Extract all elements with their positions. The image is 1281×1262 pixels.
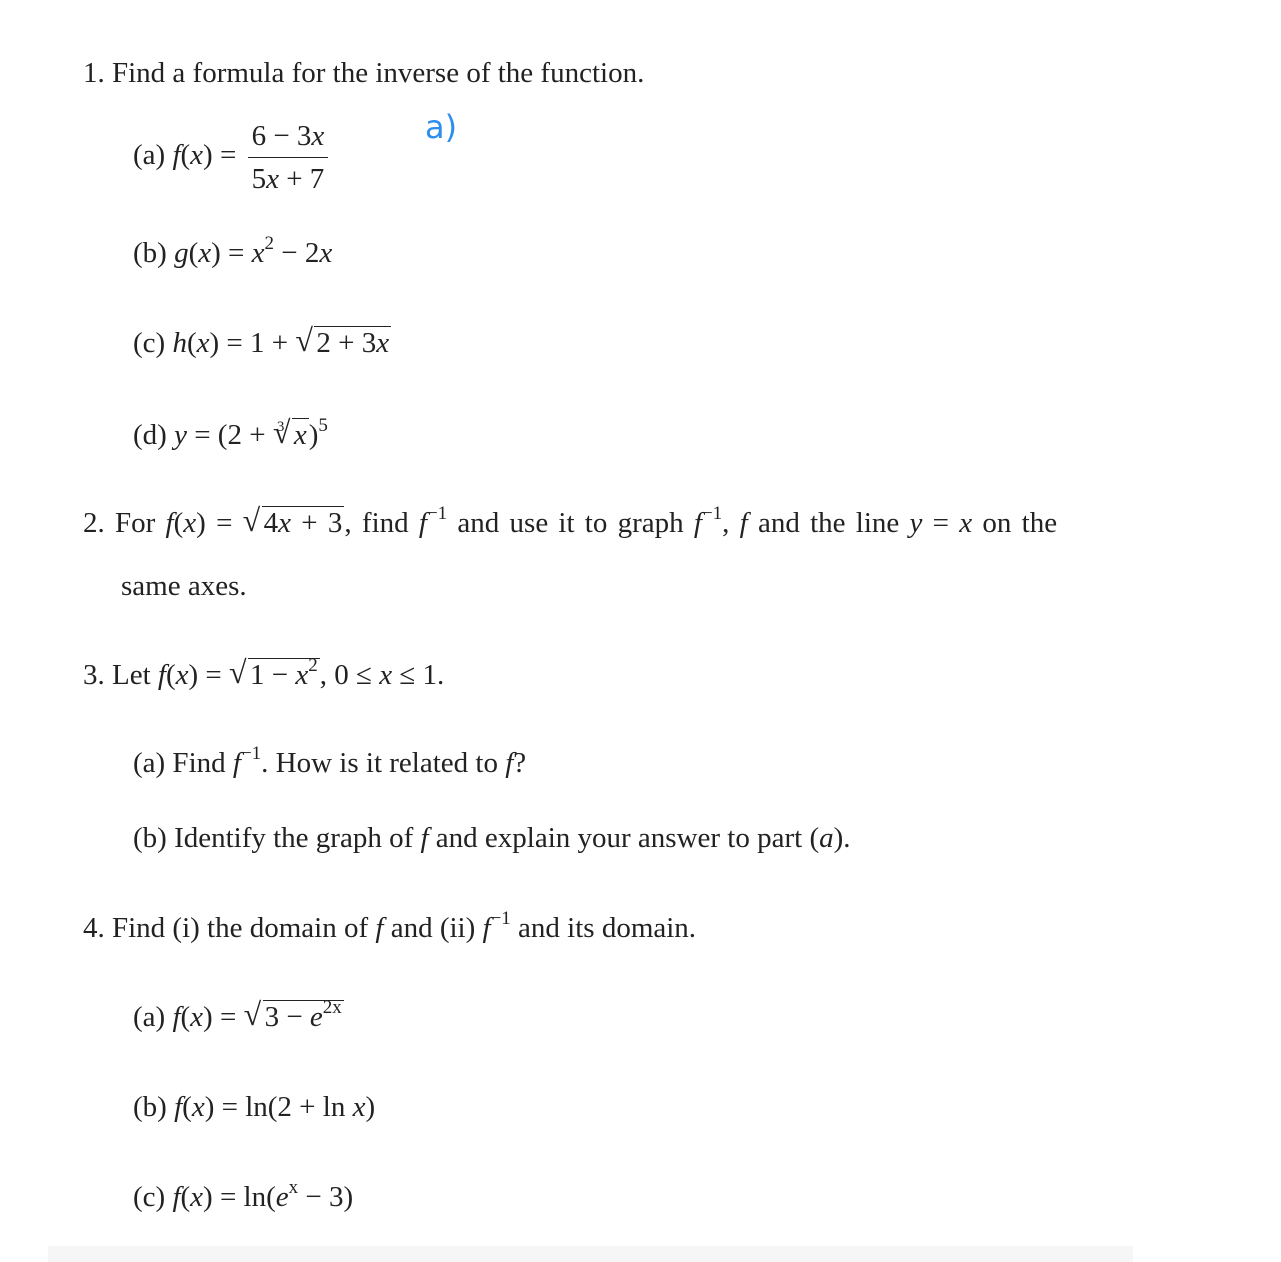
text-run: and the line [747,507,910,539]
problem-line-q3a [133,743,527,780]
problem-line-q2cont [121,569,247,603]
text-run: ( [182,1091,192,1123]
text-run: = (2 + [186,419,273,451]
superscript: 2x [322,997,342,1018]
text-run: ) [365,1091,376,1123]
problem-line-q4c [133,1177,354,1214]
text-run: − 3) [298,1181,354,1213]
text-run: (c) [133,327,173,359]
math-variable: x [379,659,393,691]
text-run: 4 [263,507,279,539]
math-variable: x [191,1091,205,1123]
text-run: (a) [133,139,173,172]
superscript: −1 [701,503,723,524]
text-run: (c) [133,1181,173,1213]
problem-line-q1d [133,415,328,452]
text-run: , find [344,507,419,539]
text-run: ) = [203,1001,244,1033]
text-run: ) = ln( [203,1181,276,1213]
handwritten-annotation: a) [425,108,458,146]
problem-line-q1b [133,233,333,270]
text-run: 1. Find a formula for the inverse of the function. [83,57,645,89]
math-variable: x [190,1001,204,1033]
text-run: 1 − [250,659,296,691]
radical [229,655,320,692]
problem-line-q3b [133,821,851,855]
math-variable: x [295,659,309,691]
math-variable: f [693,507,702,539]
text-run: ) = [211,237,252,269]
text-run: same axes. [121,570,247,602]
math-variable: f [375,912,384,944]
text-run: − 2 [274,237,320,269]
text-run: ( [180,1181,191,1213]
text-run: and (ii) [383,912,483,944]
math-variable: h [172,327,187,359]
radicand [262,506,345,539]
text-run: 3. Let [83,659,158,691]
fraction [248,119,329,196]
math-variable: y [174,419,187,451]
math-variable: x [251,237,265,269]
math-variable: x [959,507,973,539]
math-variable: f [505,747,514,779]
superscript: 2 [264,233,275,254]
text-run: 6 − 3 [251,120,312,152]
text-run: ( [165,659,176,691]
math-variable: f [739,507,748,539]
math-variable: f [232,747,241,779]
math-variable: a [819,822,834,854]
math-variable: e [275,1181,289,1213]
text-run: (d) [133,419,175,451]
text-run: ( [186,327,197,359]
math-variable: f [165,507,174,539]
text-run: , [722,507,740,539]
math-variable: f [172,139,181,172]
problem-line-q4b [133,1090,375,1124]
math-variable: x [190,139,204,172]
text-run: + 7 [278,163,325,195]
math-variable: f [420,822,429,854]
problem-line-q1c [133,326,391,360]
math-variable: x [183,507,197,539]
text-run: (b) Identify the graph of [133,822,421,854]
text-run: = [922,507,960,539]
radical [244,997,344,1034]
text-run: ≤ 1. [392,659,445,691]
denominator [248,158,329,196]
math-variable: x [293,419,307,451]
math-variable: y [909,507,923,539]
math-variable: g [174,237,189,269]
superscript: −1 [490,908,511,929]
text-run: + 3 [291,507,343,539]
radicand [263,997,344,1033]
math-variable: x [196,327,210,359]
text-run: and explain your answer to part ( [428,822,820,854]
superscript: 2 [308,655,318,676]
radicand [292,418,309,451]
math-variable: x [266,163,279,195]
math-variable: x [198,237,212,269]
problem-line-q4a [133,997,344,1034]
radicand [248,655,320,691]
text-run: ) = 1 + [209,327,296,359]
text-run: 5 [251,163,267,195]
superscript: x [288,1177,299,1198]
math-variable: f [174,1091,183,1123]
problem-line-q1 [83,56,644,90]
text-run: 3 − [264,1001,310,1033]
text-run: . How is it related to [261,747,506,779]
text-run: (b) [133,1091,175,1123]
text-run: on the [972,507,1058,539]
math-variable: x [278,507,292,539]
text-run: ) = ln(2 + ln [204,1091,353,1123]
radical [273,418,309,452]
radical [243,506,345,540]
text-run: (b) [133,237,175,269]
text-run: 2 + 3 [316,327,377,359]
math-variable: f [482,912,491,944]
text-run: ) = [188,659,230,691]
radical [295,326,391,360]
text-run: ) = [196,507,243,539]
superscript: 5 [318,415,328,436]
problem-line-q1a [133,119,332,196]
superscript: −1 [240,743,262,764]
text-run: ). [833,822,851,854]
page-bottom-band [48,1246,1133,1262]
math-variable: x [175,659,189,691]
text-run: ( [180,139,191,172]
math-variable: e [309,1001,323,1033]
text-run: (a) [133,1001,173,1033]
math-variable: x [190,1181,204,1213]
problem-line-q3 [83,655,445,692]
math-variable: f [418,507,427,539]
root-index: √ 3 [276,419,285,435]
problem-line-q4 [83,908,697,945]
text-run: 4. Find (i) the domain of [83,912,376,944]
text-run: 2. For [83,507,166,539]
math-variable: f [157,659,166,691]
superscript: −1 [426,503,448,524]
text-run: and use it to graph [447,507,694,539]
math-variable: f [172,1181,181,1213]
math-variable: f [172,1001,181,1033]
text-run: ( [173,507,184,539]
math-variable: x [376,327,390,359]
text-run: and its domain. [510,912,697,944]
text-run: ) [308,419,319,451]
math-variable: x [319,237,333,269]
problem-line-q2 [83,503,1058,540]
text-run: ( [180,1001,191,1033]
text-run: ) = [203,139,244,172]
radicand [314,326,391,359]
math-variable: x [352,1091,366,1123]
text-run: (a) Find [133,747,233,779]
text-run: ( [188,237,199,269]
math-variable: x [311,120,325,152]
text-run: , 0 ≤ [319,659,380,691]
numerator [248,119,329,158]
text-run: ? [513,747,527,779]
